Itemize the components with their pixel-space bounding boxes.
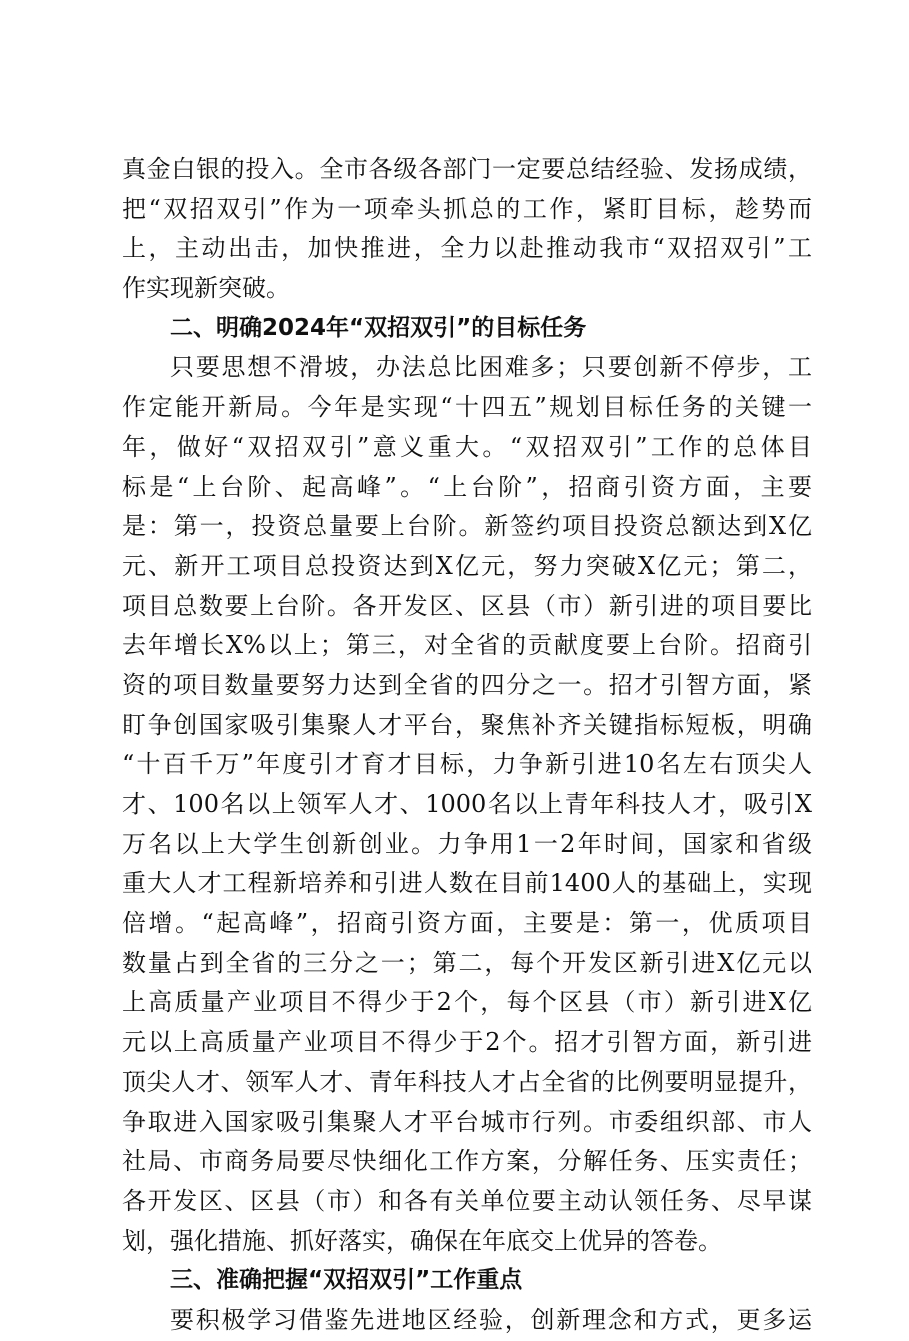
paragraph-line: 划，强化措施、抓好落实，确保在年底交上优异的答卷。 xyxy=(122,1226,722,1255)
paragraph-line: 争取进入国家吸引集聚人才平台城市行列。市委组织部、市人 xyxy=(122,1107,812,1136)
paragraph-line: 万名以上大学生创新创业。力争用1一2年时间，国家和省级 xyxy=(122,829,812,858)
section-heading-3: 三、准确把握“双招双引”工作重点 xyxy=(170,1267,523,1294)
paragraph-line: 上高质量产业项目不得少于2个，每个区县（市）新引进X亿 xyxy=(122,988,812,1017)
paragraph-line: 数量占到全省的三分之一；第二，每个开发区新引进X亿元以 xyxy=(122,948,812,977)
paragraph-line: 把“双招双引”作为一项牵头抓总的工作，紧盯目标，趁势而 xyxy=(122,194,812,223)
paragraph-line: 元、新开工项目总投资达到X亿元，努力突破X亿元；第二， xyxy=(122,551,812,580)
paragraph-line: 只要思想不滑坡，办法总比困难多；只要创新不停步，工 xyxy=(170,353,812,382)
paragraph-line: 是：第一，投资总量要上台阶。新签约项目投资总额达到X亿 xyxy=(122,512,812,541)
paragraph-line: 去年增长X%以上；第三，对全省的贡献度要上台阶。招商引 xyxy=(122,631,812,660)
paragraph-line: 年，做好“双招双引”意义重大。“双招双引”工作的总体目 xyxy=(122,432,812,461)
paragraph-line: 才、100名以上领军人才、1000名以上青年科技人才，吸引X xyxy=(122,790,812,818)
paragraph-line: 真金白银的投入。全市各级各部门一定要总结经验、发扬成绩， xyxy=(122,155,812,183)
paragraph-line: 要积极学习借鉴先进地区经验，创新理念和方式，更多运 xyxy=(170,1305,812,1334)
paragraph-line: 资的项目数量要努力达到全省的四分之一。招才引智方面，紧 xyxy=(122,670,812,699)
paragraph-line: 社局、市商务局要尽快细化工作方案，分解任务、压实责任； xyxy=(122,1147,812,1176)
paragraph-line: 标是“上台阶、起高峰”。“上台阶”，招商引资方面，主要 xyxy=(122,472,812,501)
body-text xyxy=(122,150,812,1341)
paragraph-line: 作实现新突破。 xyxy=(122,274,290,303)
paragraph-line: 重大人才工程新培养和引进人数在目前1400人的基础上，实现 xyxy=(122,869,812,898)
paragraph-line: 元以上高质量产业项目不得少于2个。招才引智方面，新引进 xyxy=(122,1028,812,1057)
paragraph-line: 各开发区、区县（市）和各有关单位要主动认领任务、尽早谋 xyxy=(122,1186,812,1215)
paragraph-line: 盯争创国家吸引集聚人才平台，聚焦补齐关键指标短板，明确 xyxy=(122,710,812,739)
paragraph-line: 倍增。“起高峰”，招商引资方面，主要是：第一，优质项目 xyxy=(122,909,812,938)
paragraph-line: 项目总数要上台阶。各开发区、区县（市）新引进的项目要比 xyxy=(122,591,812,620)
section-heading-2: 二、明确2024年“双招双引”的目标任务 xyxy=(170,314,587,341)
paragraph-line: “十百千万”年度引才育才目标，力争新引进10名左右顶尖人 xyxy=(122,750,812,779)
paragraph-line: 作定能开新局。今年是实现“十四五”规划目标任务的关键一 xyxy=(122,393,812,422)
paragraph-line: 顶尖人才、领军人才、青年科技人才占全省的比例要明显提升， xyxy=(122,1067,812,1096)
paragraph-line: 上，主动出击，加快推进，全力以赴推动我市“双招双引”工 xyxy=(122,234,812,263)
